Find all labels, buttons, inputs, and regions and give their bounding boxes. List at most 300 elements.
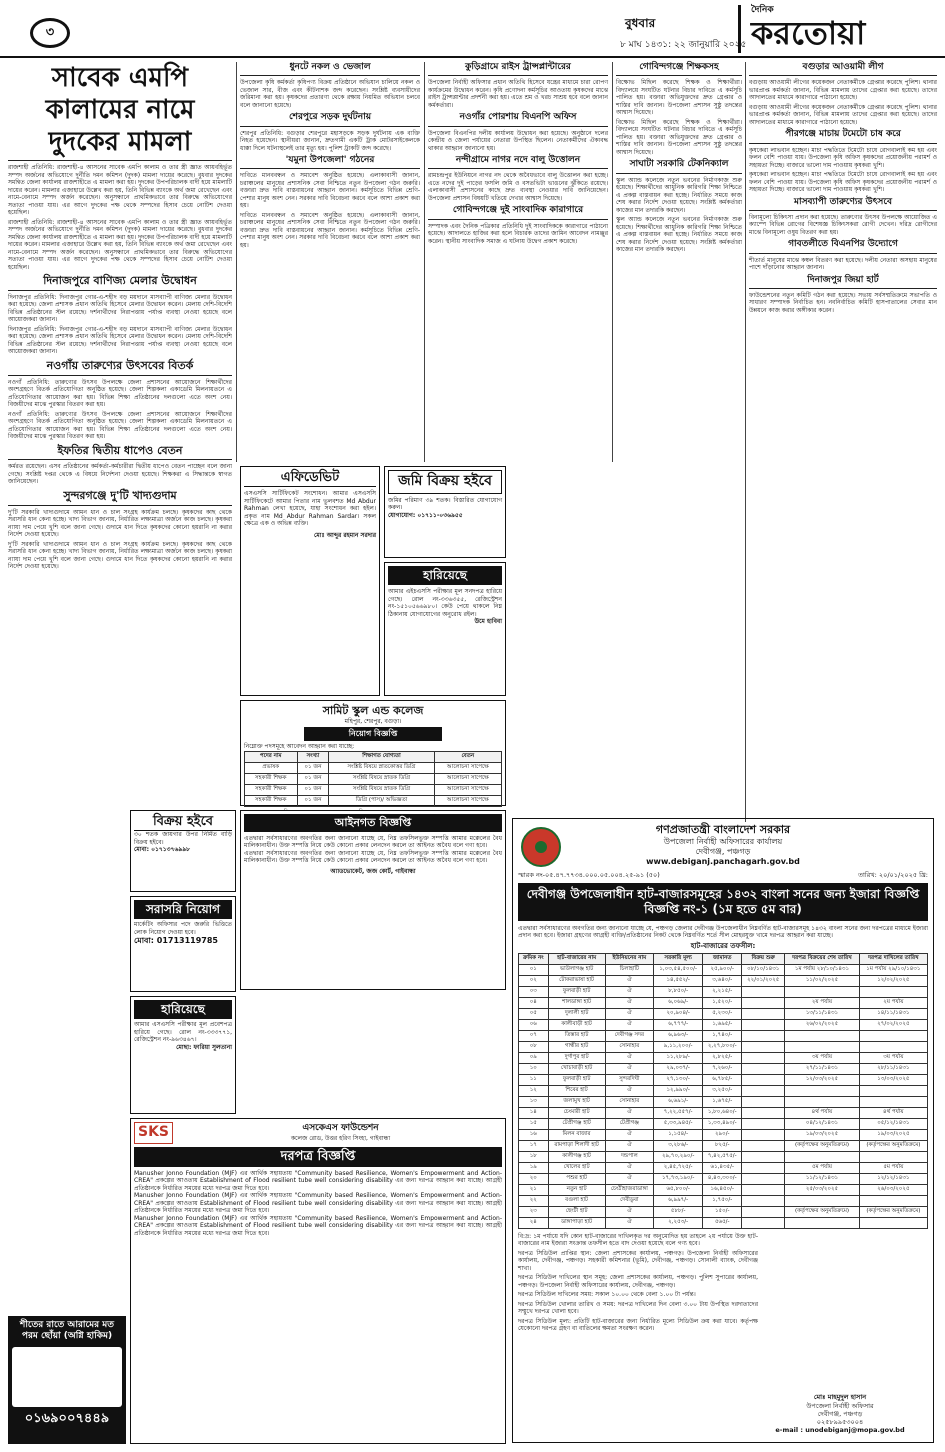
ad-title: হারিয়েছে: [388, 566, 502, 585]
story-body: কর্মরত রয়েছেন। এসব প্রতিষ্ঠানের কর্মকর্তা-কর্মচারীরা দ্বিতীয় ধাপেও বেতন পাচ্ছেন বলে জানা গেছে। সংশ্লিষ্ট দপ্তর থেকে এ বিষয়ে নির্দেশনা দেওয়া হয়েছে। শিক্ষকরা এ সিদ্ধান্তকে স্বাগত জানিয়েছেন।: [8, 463, 232, 486]
story-salary: [8, 444, 232, 486]
column-5: [749, 60, 937, 810]
table-cell: ৮,৮৫০/-: [654, 986, 703, 997]
ad-title: আইনগত বিজ্ঞপ্তি: [244, 814, 502, 832]
table-cell: ২৯,৭০,২৯০/-: [654, 1151, 703, 1162]
story-headline: শেরপুরে সড়ক দুর্ঘটনায়: [240, 112, 420, 126]
ad-body: ৩০ শতক জায়গার উপর নির্মিত বাড়ি বিক্রয় হইবে।: [134, 831, 232, 846]
table-cell: সোনাহার: [605, 1041, 653, 1052]
ad-title: জমি বিক্রয় হইবে: [388, 470, 502, 494]
table-cell: ২৯০/-: [703, 1129, 742, 1140]
story-bogura-al: [749, 62, 937, 126]
masthead: [738, 5, 928, 53]
table-cell: ৬,৭৮৫/-: [703, 1074, 742, 1085]
table-cell: ঐ: [605, 1162, 653, 1173]
table-header-cell: পদের নাম: [245, 751, 298, 762]
column-divider: [612, 62, 613, 462]
story-naogaon-debate: [8, 359, 232, 441]
table-cell: ৭,২৬০/-: [703, 1063, 742, 1074]
table-cell: ২৭,১৩০/-: [654, 1074, 703, 1085]
table-cell: ঐ: [605, 1063, 653, 1074]
table-row: [245, 795, 502, 806]
table-cell: ঐ: [605, 1019, 653, 1030]
table-cell: ৪র্থ পর্যায়: [859, 1107, 927, 1118]
table-cell: ১৫: [519, 1118, 549, 1129]
ad-phone: মোবা: ০১৭১৩৭৬৯৯৮: [134, 846, 191, 854]
table-cell: ঐ: [605, 1085, 653, 1096]
table-cell: [859, 986, 927, 997]
table-cell: [785, 1085, 859, 1096]
office-name: উপজেলা নির্বাহী অফিসারের কার্যালয়: [663, 836, 783, 846]
table-cell: (কর্তৃপক্ষের অনুমতিক্রমে): [859, 1140, 927, 1151]
tender-body-continued: Manusher Jonno Foundation (MJF) এর আর্থিক সহায়তায় "Community based Resilience, Women's Empowerment and Action-CREA" প্রকল্পের আওতায় Establishment of Flood resilient tube well considering disability এর জন্য দরপত্র আহ্বান করা যাচ্ছে। আগ্রহী প্রতিষ্ঠানকে নির্ধারিত সময়ের মধ্যে দরপত্র জমা দিতে হবে।: [134, 1192, 502, 1215]
table-cell: প্রভাষক: [245, 762, 298, 773]
table-cell: [742, 1129, 785, 1140]
table-cell: [742, 1096, 785, 1107]
story-body: বিনামূল্যে চিকিৎসা প্রদান করা হয়েছে। তারুণ্যের উৎসব উপলক্ষে আয়োজিত এ ক্যাম্পে বিভিন্ন রোগের বিশেষজ্ঞ চিকিৎসকরা রোগী দেখেন। দরিদ্র রোগীদের মাঝে বিনামূল্যে ওষুধ বিতরণ করা হয়।: [749, 213, 937, 236]
table-row: [519, 1096, 928, 1107]
table-cell: [859, 1195, 927, 1206]
story-headline: নওগাঁর পোরশায় বিএনপি অফিস: [428, 112, 608, 126]
table-row: [519, 1129, 928, 1140]
table-header-cell: দরপত্র দাখিলের তারিখ: [859, 953, 927, 964]
story-body: বিক্ষোভ মিছিল করেছে শিক্ষক ও শিক্ষার্থীরা। বিদ্যালয়ে সংঘটিত ঘটনার বিচার দাবিতে এ কর্মসূচি পালিত হয়। বক্তারা অভিযুক্তদের দ্রুত গ্রেপ্তার ও শাস্তির দাবি জানান। উপজেলা প্রশাসন সুষ্ঠু তদন্তের আশ্বাস দিয়েছে।: [616, 79, 742, 117]
story-body: শীতার্ত মানুষের মাঝে কম্বল বিতরণ করা হয়েছে। দলীয় নেতারা অসহায় মানুষের পাশে দাঁড়ানোর আহ্বান জানান।: [749, 256, 937, 271]
signer-name: মোঃ মাহমুদুল হাসান: [813, 1393, 867, 1402]
table-cell: রামপাড়া শিলাদী হাট: [548, 1140, 605, 1151]
signer-title: উপজেলা নির্বাহী অফিসার: [806, 1401, 874, 1410]
table-cell: [742, 986, 785, 997]
table-cell: ২০: [519, 1173, 549, 1184]
column-divider: [236, 62, 237, 462]
story-pirganj-tomato: [749, 129, 937, 193]
table-cell: ১,৬৭৫/-: [703, 1096, 742, 1107]
table-header-cell: হাট-বাজারের নাম: [548, 953, 605, 964]
table-cell: ১৪,৫৫২/-: [654, 975, 703, 986]
table-cell: ২,৪৫,৭২৫/-: [654, 1162, 703, 1173]
table-row: [519, 1041, 928, 1052]
story-body: ফাউন্ডেশনের নতুন কমিটি গঠন করা হয়েছে। সভায় সর্বসম্মতিক্রমে সভাপতি ও সাধারণ সম্পাদক নির্বাচিত হন। নবনির্বাচিত কমিটি হাসপাতালের সেবার মান উন্নয়নে কাজ করার অঙ্গীকার করেন।: [749, 291, 937, 314]
product-image: [12, 1347, 122, 1407]
sks-address: কলেজ রোড, উত্তর হরিণ সিংহা, গাইবান্ধা: [290, 1134, 391, 1142]
table-cell: ৪র্থ পর্যায়: [785, 1107, 859, 1118]
job-ad: [130, 896, 236, 992]
recruitment-intro: নিম্নোক্ত পদসমূহে আবেদন আহ্বান করা যাচ্ছে:: [244, 743, 355, 751]
house-sale-ad: [130, 810, 236, 892]
story-headline: পীরগঞ্জে মাচায় টমেটো চাষ করে: [749, 129, 937, 143]
table-cell: সংশ্লিষ্ট বিষয়ে স্নাতক ডিগ্রি: [329, 773, 434, 784]
table-cell: তিস্তার হাট: [548, 1030, 605, 1041]
table-cell: [785, 1217, 859, 1228]
tender-banner-subtitle: বিজ্ঞপ্তি নং-১ (১ম হতে ৫ম বার): [644, 901, 802, 916]
story-headline: মাসব্যাপী তারুণ্যের উৎসবে: [749, 197, 937, 211]
story-headline: 'যমুনা উপজেলা' গঠনের: [240, 155, 420, 169]
table-cell: [859, 1096, 927, 1107]
story-headline: গোবিন্দগঞ্জে দুই সাংবাদিক কারাগারে: [428, 205, 608, 219]
table-cell: ২২/০১/২০২৫: [742, 975, 785, 986]
table-cell: ০১ জন: [297, 773, 329, 784]
school-recruitment-ad: [240, 700, 506, 806]
table-cell: ঐ: [605, 1129, 653, 1140]
memo-date: তারিখ: ২০/০১/২০২৫ খ্রি:: [858, 870, 928, 879]
table-cell: [859, 1151, 927, 1162]
table-cell: চিলাহাটি: [605, 964, 653, 975]
masthead-prefix: দৈনিক: [751, 5, 774, 15]
story-body: রামচন্দ্রপুর ইউনিয়নে নাগর নদ থেকে অবৈধভাবে বালু উত্তোলন করা হচ্ছে। এতে নদের দুই পাড়ের ফসলি জমি ও বসতভিটা ভাঙনের ঝুঁকিতে রয়েছে। এলাকাবাসী প্রশাসনের কাছে দ্রুত ব্যবস্থা নেওয়ার দাবি জানিয়েছেন। উপজেলা প্রশাসন বিষয়টি খতিয়ে দেখার আশ্বাস দিয়েছে।: [428, 172, 608, 202]
table-cell: [742, 997, 785, 1008]
table-cell: ০৫/১২/১৪৩১: [859, 1118, 927, 1129]
table-cell: ঐ: [605, 1140, 653, 1151]
table-cell: ঐ: [605, 1008, 653, 1019]
column-4: [616, 60, 742, 810]
story-body-continued: দু'টি সরকারি খাদ্যগুদামে আমন ধান ও চাল সংগ্রহ কার্যক্রম চলছে। কৃষকদের কাছ থেকে সরাসরি ধান কেনা হচ্ছে। খাদ্য বিভাগ জানায়, নির্ধারিত লক্ষ্যমাত্রা অর্জনে কাজ চলছে। কৃষকরা ন্যায্য দাম পেয়ে খুশি বলে জানা গেছে। গুদামে ধান দিতে কৃষকদের কোনো হয়রানি না করার নির্দেশ দেওয়া হয়েছে।: [8, 540, 232, 570]
sks-org: [179, 1123, 502, 1142]
table-cell: ২৭/০২/২০২৫: [859, 1019, 927, 1030]
table-cell: [742, 1107, 785, 1118]
table-cell: ঐ: [605, 1217, 653, 1228]
table-cell: [785, 986, 859, 997]
table-cell: সহকারী শিক্ষক: [245, 784, 298, 795]
table-cell: আলোচনা সাপেক্ষে: [434, 773, 501, 784]
tender-banner-title: দেবীগঞ্জ উপজেলাধীন হাট-বাজারসমূহের ১৪৩২ বাংলা সনের জন্য ইজারা বিজ্ঞপ্তি: [526, 886, 920, 901]
table-cell: টোকরাভাষা হাট: [548, 975, 605, 986]
table-cell: ১,০৩,৫৪,৫০০/-: [654, 964, 703, 975]
ad-body: আমার এইচএসসি পরীক্ষার মূল সনদপত্র হারিয়ে গেছে। রোল নং-৩৩৬৩৫৫, রেজিস্ট্রেশন নং-১৫১০৫৬৬৯৮০। কেউ পেয়ে থাকলে নিম্ন ঠিকানায় যোগাযোগের অনুরোধ রইল।: [388, 588, 502, 618]
story-headline: দিনাজপুর জিয়া হার্ট: [749, 275, 937, 289]
table-cell: ১,৩৩,৪৯০/-: [703, 1118, 742, 1129]
table-cell: [742, 1008, 785, 1019]
table-cell: কালীবাড়ী হাট: [548, 1019, 605, 1030]
table-cell: [742, 1118, 785, 1129]
table-cell: ২৫,৯০০/-: [703, 964, 742, 975]
office-website: www.debiganj.panchagarh.gov.bd: [646, 856, 800, 866]
table-cell: [742, 1173, 785, 1184]
story-body: দু'টি সরকারি খাদ্যগুদামে আমন ধান ও চাল সংগ্রহ কার্যক্রম চলছে। কৃষকদের কাছ থেকে সরাসরি ধান কেনা হচ্ছে। খাদ্য বিভাগ জানায়, নির্ধারিত লক্ষ্যমাত্রা অর্জনে কাজ চলছে। কৃষকরা ন্যায্য দাম পেয়ে খুশি বলে জানা গেছে। গুদামে ধান দিতে কৃষকদের কোনো হয়রানি না করার নির্দেশ দেওয়া হয়েছে।: [8, 508, 232, 538]
table-cell: [742, 1019, 785, 1030]
table-cell: ফুলবাড়ী হাট: [548, 986, 605, 997]
table-cell: ০১ জন: [297, 795, 329, 806]
table-row: [519, 1085, 928, 1096]
table-cell: ১০: [519, 1063, 549, 1074]
table-cell: আলোচনা সাপেক্ষে: [434, 784, 501, 795]
table-cell: ০৪: [519, 997, 549, 1008]
table-cell: ১২: [519, 1085, 549, 1096]
tender-conditions: [518, 1233, 928, 1333]
table-cell: ঐ: [605, 997, 653, 1008]
table-row: [519, 1074, 928, 1085]
ad-body: এসএসসি সার্টিফিকেট সংশোধন। আমার এসএসসি সার্টিফিকেটে আমার পিতার নাম ভুলবশত Md Abdur Rahman লেখা হয়েছে, যাহা সংশোধন করা হইল। প্রকৃত নাম Md Abdur Rahman Sardar। সকল ক্ষেত্রে এক ও অভিন্ন ব্যক্তি।: [244, 490, 376, 528]
signer-email: e-mail : unodebiganj@mopa.gov.bd: [775, 1425, 905, 1434]
table-cell: ছেংটী হাট: [548, 1206, 605, 1217]
office-place: দেবীগঞ্জ, পঞ্চগড়: [695, 846, 751, 856]
table-cell: ১৫০/-: [703, 1206, 742, 1217]
table-cell: [859, 1030, 927, 1041]
table-cell: ২৫/০৩/২০২৫: [785, 1184, 859, 1195]
story-saghata: [616, 159, 742, 253]
lost-certificate-ad: [384, 562, 506, 696]
table-cell: ৭,২২,৫৫৭/-: [654, 1107, 703, 1118]
table-cell: [742, 1206, 785, 1217]
ad-signer: মোছা: ফারিয়া সুলতানা: [176, 1043, 232, 1051]
table-cell: ১,৫২০/-: [703, 997, 742, 1008]
sks-tender-ad: [130, 1118, 506, 1444]
table-cell: নতুন হাট: [548, 1184, 605, 1195]
table-cell: মিলন বাজার: [548, 1129, 605, 1140]
sks-logo: SKS: [134, 1122, 173, 1144]
table-cell: ২৬/০৩/২০২৫: [859, 1184, 927, 1195]
story-body: নওগাঁ প্রতিনিধি: তারুণ্যের উৎসব উপলক্ষে জেলা প্রশাসনের আয়োজনে শিক্ষার্থীদের অংশগ্রহণে বিতর্ক প্রতিযোগিতা অনুষ্ঠিত হয়েছে। জেলা শিল্পকলা একাডেমি মিলনায়তনে এ প্রতিযোগিতার আয়োজন করা হয়। বিভিন্ন শিক্ষা প্রতিষ্ঠানের দলগুলো এতে অংশ নেয়। বিজয়ীদের মাঝে পুরস্কার বিতরণ করা হয়।: [8, 378, 232, 408]
govt-title: গণপ্রজাতন্ত্রী বাংলাদেশ সরকার: [655, 823, 791, 836]
table-cell: ০১ জন: [297, 784, 329, 795]
table-cell: ০৯: [519, 1052, 549, 1063]
story-porsha: [428, 112, 608, 152]
table-cell: [785, 1151, 859, 1162]
table-cell: ফুলবাড়ী হাট: [548, 1074, 605, 1085]
table-cell: টেপ্রীগঞ্জ: [605, 1118, 653, 1129]
table-cell: ০৫: [519, 1008, 549, 1019]
table-cell: ১৪: [519, 1107, 549, 1118]
table-cell: ১১: [519, 1074, 549, 1085]
table-cell: ২,২৭,৮০০/-: [703, 1041, 742, 1052]
ad-body: আমার এসএসসি পরীক্ষার মূল প্রবেশপত্র হারিয়ে গেছে। রোল নং-৩৩৩৭৭১, রেজিস্ট্রেশন নং-৯৬৩৪৬৭।: [134, 1021, 232, 1043]
table-cell: [742, 1063, 785, 1074]
table-caption: হাট-বাজারের তফসীল:: [690, 941, 756, 950]
table-cell: ২৭/১১/১৪৩১: [785, 1063, 859, 1074]
table-cell: [859, 1217, 927, 1228]
table-cell: ঐ: [605, 975, 653, 986]
table-row: [519, 986, 928, 997]
table-cell: ১,৭৪০/-: [703, 1030, 742, 1041]
table-cell: ০৭: [519, 1030, 549, 1041]
ad-phone: যোগাযোগ: ০১৭১১-০৩৬৯৫৫: [388, 511, 463, 519]
table-cell: ১১/০২/২০২৫: [785, 975, 859, 986]
ad-title: বিক্রয় হইবে: [134, 814, 232, 831]
story-dhunat: [240, 62, 420, 109]
market-schedule-table: [518, 953, 928, 1229]
table-cell: ৩য় পর্যায়: [859, 1052, 927, 1063]
lost-admit-card-ad: [130, 996, 236, 1114]
story-headline: সুন্দরগঞ্জে দু'টি খাদ্যগুদাম: [8, 489, 232, 506]
story-body-continued: বগুড়ায় আওয়ামী লীগের কয়েকজন নেতাকর্মীকে গ্রেপ্তার করেছে পুলিশ। থানার ভারপ্রাপ্ত কর্মকর্তা জানান, বিভিন্ন মামলায় তাদের গ্রেপ্তার করা হয়েছে। তাদের আদালতের মাধ্যমে কারাগারে পাঠানো হয়েছে।: [749, 103, 937, 126]
page-header: [0, 0, 945, 58]
story-body: দাবিতে মানববন্ধন ও সমাবেশ অনুষ্ঠিত হয়েছে। এলাকাবাসী জানান, চরাঞ্চলের মানুষের প্রশাসনিক সেবা নিশ্চিতে নতুন উপজেলা গঠন জরুরি। বক্তারা দ্রুত দাবি বাস্তবায়নের আহ্বান জানান। কর্মসূচিতে বিভিন্ন শ্রেণি-পেশার মানুষ অংশ নেন। সরকার দাবি বিবেচনা করবে বলে আশা প্রকাশ করা হয়।: [240, 172, 420, 210]
story-headline: ধুনটে নকল ও ভেজাল: [240, 62, 420, 76]
table-cell: ১৭: [519, 1140, 549, 1151]
table-cell: আলোচনা সাপেক্ষে: [434, 762, 501, 773]
table-row: [245, 773, 502, 784]
table-cell: [742, 1041, 785, 1052]
sks-header: [134, 1122, 502, 1144]
story-body-continued: দিনাজপুর প্রতিনিধি: দিনাজপুর গোর-এ-শহীদ বড় ময়দানে মাসব্যাপী বাণিজ্য মেলার উদ্বোধন করা হয়েছে। জেলা প্রশাসক প্রধান অতিথি হিসেবে মেলার উদ্বোধন করেন। মেলায় দেশি-বিদেশি বিভিন্ন প্রতিষ্ঠানের স্টল রয়েছে। দর্শনার্থীদের নিরাপত্তায় পর্যাপ্ত ব্যবস্থা নেওয়া হয়েছে বলে আয়োজকরা জানান।: [8, 325, 232, 356]
issue-date: ৮ মাঘ ১৪৩১: ২২ জানুয়ারি ২০২৫: [620, 40, 747, 50]
story-headline: কুড়িগ্রামে রাইস ট্রান্সপ্লান্টারের: [428, 62, 608, 76]
table-cell: [859, 1085, 927, 1096]
story-body: উপজেলা বিএনপির দলীয় কার্যালয় উদ্বোধন করা হয়েছে। অনুষ্ঠানে দলের কেন্দ্রীয় ও জেলা পর্যায়ের নেতারা উপস্থিত ছিলেন। নেতাকর্মীদের ঐক্যবদ্ধ থাকার আহ্বান জানানো হয়।: [428, 129, 608, 152]
column-2: [240, 60, 420, 460]
table-cell: সংশ্লিষ্ট বিষয়ে স্নাতকোত্তর ডিগ্রি: [329, 762, 434, 773]
table-row: [519, 1008, 928, 1019]
issue-day: বুধবার: [625, 16, 656, 30]
story-headline: নওগাঁয় তারুণ্যের উৎসবের বিতর্ক: [8, 359, 232, 376]
table-cell: [742, 1074, 785, 1085]
memo-line: [518, 871, 928, 879]
table-cell: ৩য় পর্যায়: [785, 1052, 859, 1063]
column-3: [428, 60, 608, 460]
medicine-ad: [8, 1316, 126, 1444]
table-cell: ২৪: [519, 1217, 549, 1228]
story-gobindaganj-teachers: [616, 62, 742, 156]
table-cell: (কর্তৃপক্ষের অনুমতিক্রমে): [785, 1206, 859, 1217]
story-headline: নন্দীগ্রামে নাগর নদে বালু উত্তোলন: [428, 155, 608, 169]
table-cell: ১,১৫৪/-: [654, 1129, 703, 1140]
table-cell: ০৪/১২/১৪৩১: [785, 1118, 859, 1129]
ad-body: জমির পরিমাণ ৩৯ শতক। বিস্তারিত যোগাযোগ করুন।: [388, 496, 502, 511]
page-number: ৩: [30, 18, 70, 48]
table-cell: ৬,৯৯৭/-: [654, 1195, 703, 1206]
table-cell: ১,৮০,৬৪০/-: [703, 1107, 742, 1118]
table-cell: ০৮/১০/১৪৩১: [742, 964, 785, 975]
story-body-continued: বিক্ষোভ মিছিল করেছে শিক্ষক ও শিক্ষার্থীরা। বিদ্যালয়ে সংঘটিত ঘটনার বিচার দাবিতে এ কর্মসূচি পালিত হয়। বক্তারা অভিযুক্তদের দ্রুত গ্রেপ্তার ও শাস্তির দাবি জানান। উপজেলা প্রশাসন সুষ্ঠু তদন্তের আশ্বাস দিয়েছে।: [616, 118, 742, 156]
sks-name: এসকেএস ফাউন্ডেশন: [302, 1123, 379, 1134]
table-row: [519, 1173, 928, 1184]
story-body: সম্পাদক এবং দৈনিক পত্রিকার প্রতিনিধি দুই সাংবাদিককে কারাগারে পাঠানো হয়েছে। আদালতে হাজির করা হলে বিচারক তাদের জামিন আবেদন নামঞ্জুর করেন। স্থানীয় সাংবাদিক সমাজ এ ঘটনায় উদ্বেগ প্রকাশ করেছে।: [428, 222, 608, 245]
table-cell: [742, 1151, 785, 1162]
table-cell: ৩,২৮৬/-: [654, 1140, 703, 1151]
table-cell: ৫,৩৩,৯৪৫/-: [654, 1118, 703, 1129]
story-body-continued: স্কুল অ্যান্ড কলেজে নতুন ভবনের নির্মাণকাজ শুরু হয়েছে। শিক্ষার্থীদের আধুনিক কারিগরি শিক্ষা নিশ্চিতে এ প্রকল্প বাস্তবায়ন করা হচ্ছে। নির্ধারিত সময়ে কাজ শেষ করার নির্দেশ দেওয়া হয়েছে। সংশ্লিষ্ট কর্মকর্তারা কাজের মান তদারকি করছেন।: [616, 216, 742, 253]
condition-item: দরপত্র সিডিউল মূল্য: প্রতিটি হাট-বাজারের জন্য নির্ধারিত মূল্যে সিডিউল ক্রয় করা যাবে। কর্তৃপক্ষ যেকোনো দরপত্র গ্রহণ বা বাতিলের ক্ষমতা সংরক্ষণ করেন।: [518, 1317, 758, 1333]
table-cell: ৮২৫/-: [703, 1140, 742, 1151]
table-row: [519, 997, 928, 1008]
table-cell: ডিগ্রি (পাস)/ অভিজ্ঞতা: [329, 795, 434, 806]
table-row: [519, 1118, 928, 1129]
table-row: [519, 1019, 928, 1030]
table-cell: ০১ জন: [297, 762, 329, 773]
table-cell: ১৩: [519, 1096, 549, 1107]
table-cell: [742, 1140, 785, 1151]
table-cell: ২৯,০৩৭/-: [654, 1063, 703, 1074]
table-cell: (কর্তৃপক্ষের অনুমতিক্রমে): [859, 1206, 927, 1217]
story-jamuna-upazila: [240, 155, 420, 249]
story-sundarganj: [8, 489, 232, 571]
lead-body-continued: রাজশাহী প্রতিনিধি: রাজশাহী-৪ আসনের সাবেক এমপি কালাম ও তার স্ত্রী জ্ঞাত আয়বহির্ভূত সম্পদ অর্জনের অভিযোগে দুর্নীতি দমন কমিশন (দুদক) মামলা দায়ের করেছে। বুধবার দুদকের সমন্বিত জেলা কার্যালয় রাজশাহীতে এ মামলা করা হয়। দুদকের উপপরিচালক বাদী হয়ে মামলাটি দায়ের করেন। মামলার এজাহারে উল্লেখ করা হয়, তিনি বিভিন্ন ব্যাংকে অর্থ জমা রেখেছেন এবং নামে-বেনামে সম্পদ অর্জন করেছেন। অনুসন্ধানে প্রাথমিকভাবে তার বিরুদ্ধে অভিযোগের সত্যতা পাওয়া যায়। এর আগে দুদকের পক্ষ থেকে সম্পদের হিসাব চেয়ে নোটিশ দেওয়া হয়েছিল।: [8, 218, 232, 271]
lead-story: [8, 62, 232, 271]
table-cell: [785, 1030, 859, 1041]
story-headline: ইফতির দ্বিতীয় ধাপেও বেতন: [8, 444, 232, 461]
memo-number: স্মারক নং-০৫.৪৭.৭৭৩৪.০০০.০৫.০০৪.২৫-৯১ (৫০): [518, 870, 660, 879]
table-header-cell: শিক্ষাগত যোগ্যতা: [329, 751, 434, 762]
story-sherpur-accident: [240, 112, 420, 152]
table-cell: [742, 1162, 785, 1173]
ad-body: এতদ্বারা সর্বসাধারণের অবগতির জন্য জানানো যাচ্ছে যে, নিম্ন তফসিলভুক্ত সম্পত্তি আমার মক্কেলের বৈধ মালিকানাধীন। উক্ত সম্পত্তি নিয়ে কেউ কোনো প্রকার লেনদেন করলে তা আইনত অবৈধ বলে গণ্য হবে।: [244, 834, 502, 850]
table-header-cell: বিক্রয় শুরু: [742, 953, 785, 964]
table-cell: ডাঙ্গাপাড়া হাট: [548, 1217, 605, 1228]
government-tender-notice: [512, 818, 934, 1443]
story-headline: সাঘাটা সরকারি টেকনিক্যাল: [616, 159, 742, 173]
table-cell: ০১: [519, 964, 549, 975]
ad-phone: মোবা: 01713119785: [134, 936, 218, 945]
table-cell: [785, 1096, 859, 1107]
table-cell: ১,৭৫০/-: [703, 1195, 742, 1206]
table-row: [519, 1107, 928, 1118]
table-cell: ৫ম পর্যায়: [785, 1162, 859, 1173]
table-header-cell: ইউনিয়নের নাম: [605, 953, 653, 964]
story-body-continued: নওগাঁ প্রতিনিধি: তারুণ্যের উৎসব উপলক্ষে জেলা প্রশাসনের আয়োজনে শিক্ষার্থীদের অংশগ্রহণে বিতর্ক প্রতিযোগিতা অনুষ্ঠিত হয়েছে। জেলা শিল্পকলা একাডেমি মিলনায়তনে এ প্রতিযোগিতার আয়োজন করা হয়। বিভিন্ন শিক্ষা প্রতিষ্ঠানের দলগুলো এতে অংশ নেয়। বিজয়ীদের মাঝে পুরস্কার বিতরণ করা হয়।: [8, 410, 232, 440]
signer-phone: ০২৫৮৯৯৫৩০০৪: [816, 1417, 864, 1426]
table-cell: ৫৬৫/-: [703, 1217, 742, 1228]
signature-block: [755, 1393, 925, 1434]
table-cell: ২১: [519, 1184, 549, 1195]
table-cell: ঐ: [605, 1173, 653, 1184]
table-cell: ১১,২৮৯/-: [654, 1052, 703, 1063]
table-cell: ২য় পর্যায়: [859, 997, 927, 1008]
table-cell: ৬,৭৭৭/-: [654, 1019, 703, 1030]
table-cell: ২,৮২৫/-: [703, 1052, 742, 1063]
table-body: [245, 762, 502, 806]
table-cell: ১ম পর্যায় ২৯/১০/১৪৩১: [859, 964, 927, 975]
story-body-continued: দাবিতে মানববন্ধন ও সমাবেশ অনুষ্ঠিত হয়েছে। এলাকাবাসী জানান, চরাঞ্চলের মানুষের প্রশাসনিক সেবা নিশ্চিতে নতুন উপজেলা গঠন জরুরি। বক্তারা দ্রুত দাবি বাস্তবায়নের আহ্বান জানান। কর্মসূচিতে বিভিন্ন শ্রেণি-পেশার মানুষ অংশ নেন। সরকার দাবি বিবেচনা করবে বলে আশা প্রকাশ করা হয়।: [240, 211, 420, 249]
table-cell: ২২: [519, 1195, 549, 1206]
affidavit-ad: [240, 466, 380, 696]
table-cell: ১২,৯৯০/-: [654, 1085, 703, 1096]
table-header-row: [519, 953, 928, 964]
ad-phone: ০১৬৯০০৭৪৪৯: [24, 1410, 110, 1426]
table-cell: ১৮: [519, 1151, 549, 1162]
table-cell: দন্ডপাল: [605, 1151, 653, 1162]
table-cell: পশুর হাট: [548, 1173, 605, 1184]
table-cell: খোচাবাড়ী হাট: [548, 1063, 605, 1074]
table-row: [245, 784, 502, 795]
table-cell: [742, 1052, 785, 1063]
ad-title: এফিডেভিট: [244, 470, 376, 487]
lead-body: রাজশাহী প্রতিনিধি: রাজশাহী-৪ আসনের সাবেক এমপি কালাম ও তার স্ত্রী জ্ঞাত আয়বহির্ভূত সম্পদ অর্জনের অভিযোগে দুর্নীতি দমন কমিশন (দুদক) মামলা দায়ের করেছে। বুধবার দুদকের সমন্বিত জেলা কার্যালয় রাজশাহীতে এ মামলা করা হয়। দুদকের উপপরিচালক বাদী হয়ে মামলাটি দায়ের করেন। মামলার এজাহারে উল্লেখ করা হয়, তিনি বিভিন্ন ব্যাংকে অর্থ জমা রেখেছেন এবং নামে-বেনামে সম্পদ অর্জন করেছেন। অনুসন্ধানে প্রাথমিকভাবে তার বিরুদ্ধে অভিযোগের সত্যতা পাওয়া যায়। এর আগে দুদকের পক্ষ থেকে সম্পদের হিসাব চেয়ে নোটিশ দেওয়া হয়েছিল।: [8, 164, 232, 216]
story-gobindaganj-journalists: [428, 205, 608, 245]
table-cell: ১৪/১১/১৪৩১: [859, 1008, 927, 1019]
table-cell: ৭,৪২,৫৭৫/-: [703, 1151, 742, 1162]
ad-signer: মোঃ আব্দুর রহমান সরদার: [313, 531, 376, 539]
school-name: সামিট স্কুল এন্ড কলেজ: [322, 704, 424, 717]
story-body: স্কুল অ্যান্ড কলেজে নতুন ভবনের নির্মাণকাজ শুরু হয়েছে। শিক্ষার্থীদের আধুনিক কারিগরি শিক্ষা নিশ্চিতে এ প্রকল্প বাস্তবায়ন করা হচ্ছে। নির্ধারিত সময়ে কাজ শেষ করার নির্দেশ দেওয়া হয়েছে। সংশ্লিষ্ট কর্মকর্তারা কাজের মান তদারকি করছেন।: [616, 176, 742, 214]
table-cell: ২৬/০২/২০২৫: [785, 1019, 859, 1030]
table-cell: ১২/১২/১৪৩১: [859, 1173, 927, 1184]
recruitment-banner: নিয়োগ বিজ্ঞপ্তি: [304, 727, 442, 741]
table-cell: ভাউলাগঞ্জ হাট: [548, 964, 605, 975]
table-cell: ৯,১১,২০০/-: [654, 1041, 703, 1052]
condition-item: দরপত্র সিডিউল খোলার তারিখ ও সময়: দরপত্র দাখিলের দিন বেলা ৩.০০ টায় উপস্থিত দরদাতাদের সম্মুখে দরপত্র খোলা হবে।: [518, 1300, 758, 1316]
tender-banner: দরপত্র বিজ্ঞপ্তি: [134, 1147, 502, 1167]
table-cell: ১৬: [519, 1129, 549, 1140]
tender-body-more: Manusher Jonno Foundation (MJF) এর আর্থিক সহায়তায় "Community based Resilience, Women's Empowerment and Action-CREA" প্রকল্পের আওতায় Establishment of Flood resilient tube well considering disability এর জন্য দরপত্র আহ্বান করা যাচ্ছে। আগ্রহী প্রতিষ্ঠানকে নির্ধারিত সময়ের মধ্যে দরপত্র জমা দিতে হবে।: [134, 1214, 502, 1237]
table-cell: ২,২১৫/-: [703, 986, 742, 997]
story-headline: বগুড়ার আওয়ামী লীগ: [749, 62, 937, 76]
ad-body-continued: এতদ্বারা সর্বসাধারণের অবগতির জন্য জানানো যাচ্ছে যে, নিম্ন তফসিলভুক্ত সম্পত্তি আমার মক্কেলের বৈধ মালিকানাধীন। উক্ত সম্পত্তি নিয়ে কেউ কোনো প্রকার লেনদেন করলে তা আইনত অবৈধ বলে গণ্য হবে।: [244, 849, 502, 865]
table-header-cell: ক্রমিক নং: [519, 953, 549, 964]
table-cell: ঐ: [605, 1107, 653, 1118]
bangladesh-emblem-icon: [521, 827, 561, 867]
table-cell: চেংঠীহাজরাডাঙ্গা: [605, 1184, 653, 1195]
story-gabtali: [749, 239, 937, 271]
table-cell: ঐ: [605, 1206, 653, 1217]
table-cell: ০৩: [519, 986, 549, 997]
table-cell: বগুলা হাট: [548, 1195, 605, 1206]
table-cell: ১১/১২/১৪৩১: [785, 1173, 859, 1184]
table-cell: [785, 1195, 859, 1206]
table-cell: [742, 1217, 785, 1228]
table-row: [519, 1151, 928, 1162]
table-cell: ৩,৬৪০/-: [703, 975, 742, 986]
table-row: [519, 1140, 928, 1151]
table-cell: ৬১,৪৩৫/-: [703, 1162, 742, 1173]
